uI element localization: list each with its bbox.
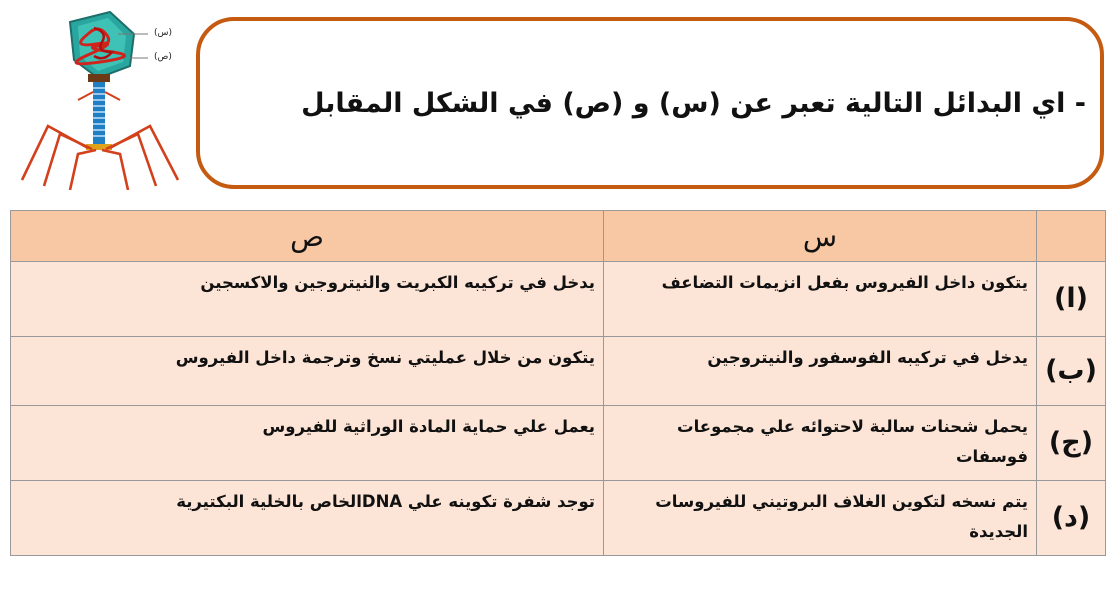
label-p: (ص)	[154, 52, 172, 62]
choice-letter[interactable]: (د)	[1037, 481, 1106, 556]
header-s: س	[604, 211, 1037, 262]
table-header-row	[11, 211, 1106, 262]
choice-letter[interactable]: (ا)	[1037, 262, 1106, 337]
bacteriophage-figure	[8, 4, 190, 190]
choice-row-d[interactable]	[11, 481, 1106, 556]
choice-p-cell: يعمل علي حماية المادة الوراثية للفيروس	[11, 406, 604, 481]
choice-p-cell	[11, 481, 604, 556]
choice-letter[interactable]: (ج)	[1037, 406, 1106, 481]
dna-token: DNA	[361, 492, 403, 511]
choice-s-cell: يتكون داخل الفيروس بفعل انزيمات التضاعف	[604, 262, 1037, 337]
choice-s-cell: يدخل في تركيبه الفوسفور والنيتروجين	[604, 337, 1037, 406]
question-box	[196, 17, 1104, 189]
choice-s-cell: يتم نسخه لتكوين الغلاف البروتيني للفيروسات الجديدة	[604, 481, 1037, 556]
choice-p-text-start: توجد شفرة تكوينه علي	[407, 492, 595, 511]
choice-p-cell: يدخل في تركيبه الكبريت والنيتروجين والاكسجين	[11, 262, 604, 337]
choice-row-b[interactable]	[11, 337, 1106, 406]
header-corner	[1037, 211, 1106, 262]
choice-row-a[interactable]	[11, 262, 1106, 337]
choice-row-c[interactable]	[11, 406, 1106, 481]
choice-letter[interactable]: (ب)	[1037, 337, 1106, 406]
question-text: - اي البدائل التالية تعبر عن (س) و (ص) في الشكل المقابل	[301, 87, 1086, 119]
label-s: (س)	[154, 28, 173, 38]
choice-s-cell: يحمل شحنات سالبة لاحتوائه علي مجموعات فوسفات	[604, 406, 1037, 481]
answer-table	[10, 210, 1106, 556]
choice-p-cell: يتكون من خلال عمليتي نسخ وترجمة داخل الفيروس	[11, 337, 604, 406]
header-p: ص	[11, 211, 604, 262]
choice-p-text-end: الخاص بالخلية البكتيرية	[176, 492, 362, 511]
